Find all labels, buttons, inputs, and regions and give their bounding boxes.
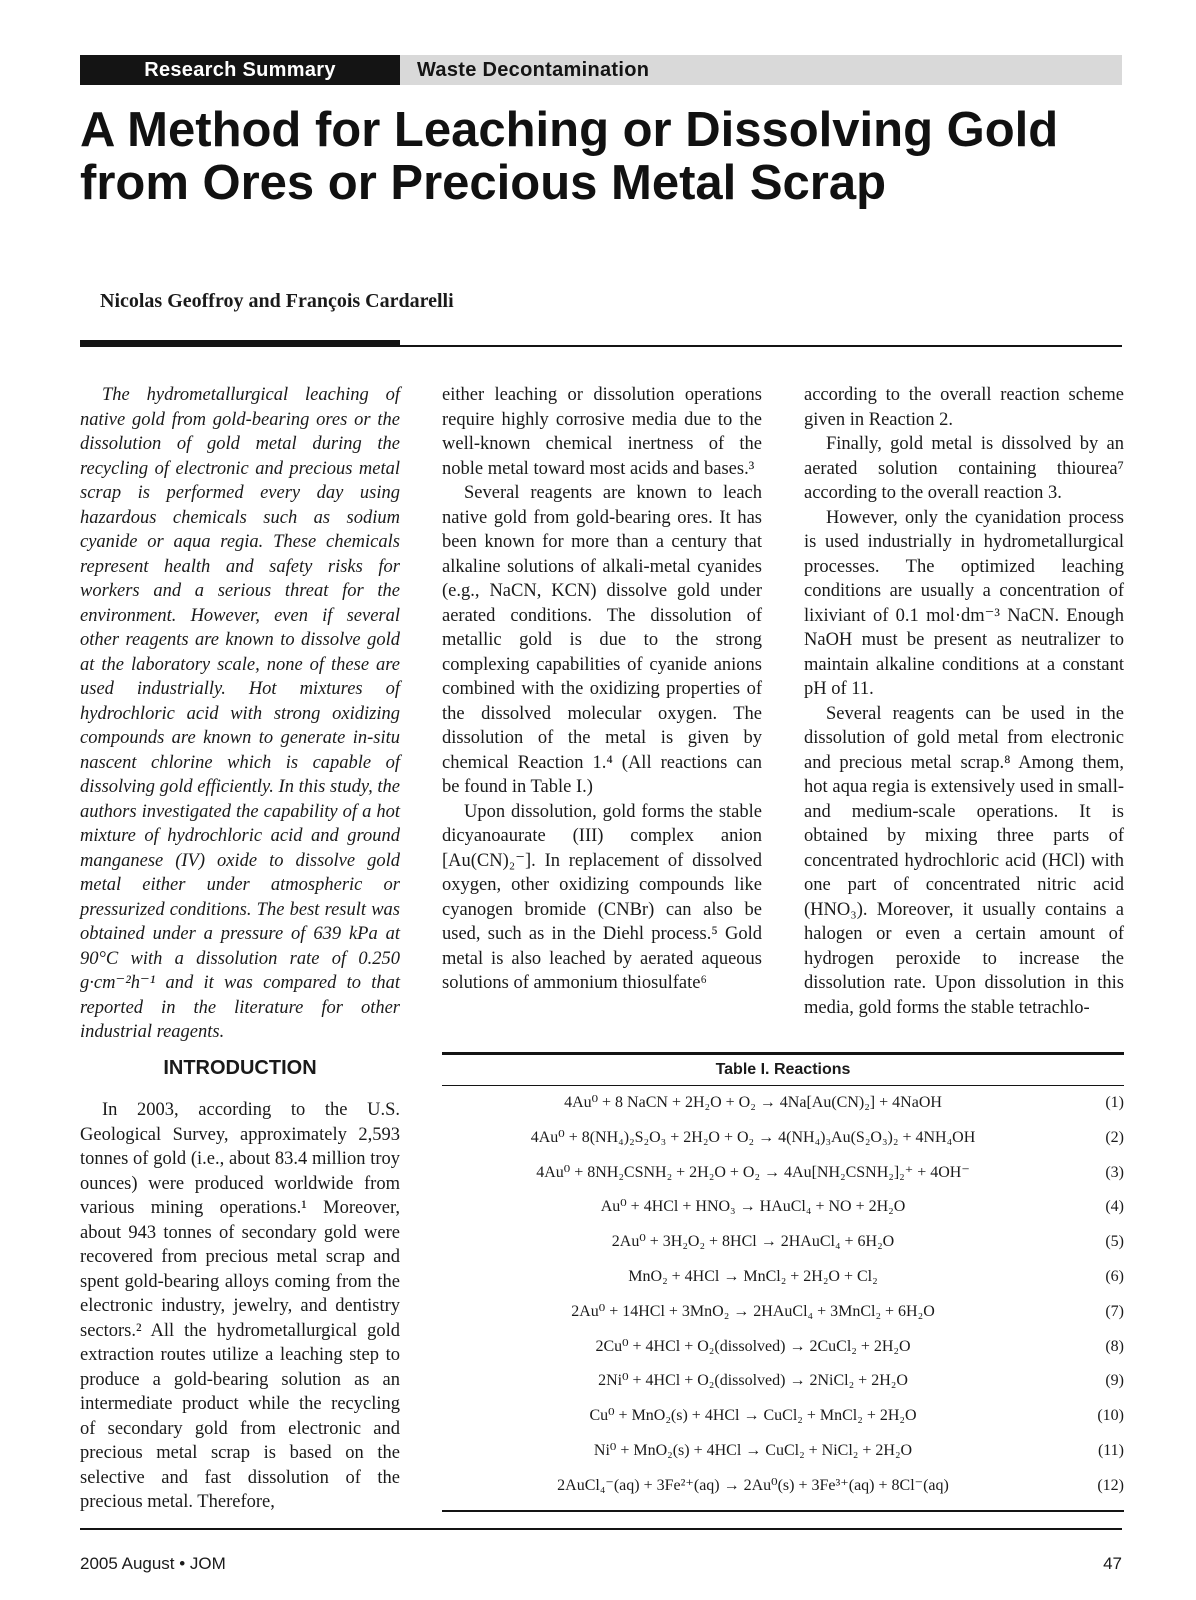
footer-rule [80, 1528, 1122, 1530]
reaction-equation: Cu⁰ + MnO₂(s) + 4HCl → CuCl₂ + MnCl₂ + 2H₂O [589, 1407, 917, 1425]
article-authors: Nicolas Geoffroy and François Cardarelli [100, 290, 454, 312]
reaction-number: (7) [1105, 1302, 1124, 1320]
paragraph: according to the overall reaction scheme given in Reaction 2. [804, 385, 1124, 430]
reaction-number: (11) [1097, 1441, 1124, 1459]
reaction-row [442, 1434, 1124, 1469]
introduction-heading: INTRODUCTION [163, 1057, 317, 1079]
reaction-row [442, 1330, 1124, 1365]
reaction-row [442, 1121, 1124, 1156]
section-label: Research Summary [80, 55, 400, 85]
page-number: 47 [1103, 1554, 1122, 1573]
reaction-row [442, 1469, 1124, 1504]
introduction-paragraph: In 2003, according to the U.S. Geological Survey, approximately 2,593 tonnes of gold (i.e., about 83.4 million troy ounces) were produced worldwide from various mining operations.¹ Moreover, about 943 tonnes of secondary gold were recovered from precious metal scrap and spent gold-bearing alloys coming from the electronic industry, jewelry, and dentistry sectors.² All the hydrometallurgical gold extraction routes utilize a leaching step to produce a gold-bearing solution as an intermediate product while the recycling of secondary gold from electronic and precious metal scrap is based on the selective and fast dissolution of the precious metal. Therefore, [80, 1100, 400, 1512]
reaction-equation: 4Au⁰ + 8NH₂CSNH₂ + 2H₂O + O₂ → 4Au[NH₂CSNH₂]₂⁺ + 4OH⁻ [536, 1163, 970, 1181]
column-3 [804, 383, 1124, 1020]
reactions-table [442, 1052, 1124, 1512]
introduction-body [80, 1098, 400, 1515]
reaction-number: (5) [1105, 1233, 1124, 1251]
paragraph: Several reagents can be used in the dissolution of gold metal from electronic and precious metal scrap.⁸ Among them, hot aqua regia is extensively used in small- and medium-scale operations. It is obtained by mixing three parts of concentrated hydrochloric acid (HCl) with one part of concentrated nitric acid (HNO₃). Moreover, it usually contains a halogen or even a certain amount of hydrogen peroxide to increase the dissolution rate. Upon dissolution in this media, gold forms the stable tetrachlo- [804, 703, 1124, 1018]
reaction-row [442, 1295, 1124, 1330]
reaction-equation: 2Ni⁰ + 4HCl + O₂(dissolved) → 2NiCl₂ + 2H₂O [598, 1372, 908, 1390]
paragraph: either leaching or dissolution operations require highly corrosive media due to the well-known chemical inertness of the noble metal toward most acids and bases.³ [442, 385, 762, 479]
paragraph: Finally, gold metal is dissolved by an aerated solution containing thiourea⁷ according to the overall reaction 3. [804, 434, 1124, 503]
column-2 [442, 383, 762, 996]
table-rule-bottom [442, 1510, 1124, 1512]
reaction-number: (4) [1105, 1198, 1124, 1216]
reaction-equation: 2Au⁰ + 14HCl + 3MnO₂ → 2HAuCl₄ + 3MnCl₂ + 6H₂O [571, 1302, 935, 1320]
title-rule-thin [400, 345, 1122, 347]
reaction-equation: Au⁰ + 4HCl + HNO₃ → HAuCl₄ + NO + 2H₂O [600, 1198, 906, 1216]
paragraph: However, only the cyanidation process is used industrially in hydrometallurgical processes. The optimized leaching conditions are usually a concentration of lixiviant of 0.1 mol·dm⁻³ NaCN. Enough NaOH must be present as neutralizer to maintain alkaline conditions at a constant pH of 11. [804, 507, 1124, 699]
reaction-number: (6) [1105, 1267, 1124, 1285]
reaction-row [442, 1260, 1124, 1295]
reaction-row [442, 1190, 1124, 1225]
abstract [80, 383, 400, 1045]
reaction-equation: 4Au⁰ + 8(NH₄)₂S₂O₃ + 2H₂O + O₂ → 4(NH₄)₃Au(S₂O₃)₂ + 4NH₄OH [530, 1128, 976, 1146]
reaction-row [442, 1225, 1124, 1260]
reaction-number: (8) [1105, 1337, 1124, 1355]
reaction-number: (12) [1097, 1476, 1124, 1494]
article-title: A Method for Leaching or Dissolving Gold from Ores or Precious Metal Scrap [80, 103, 1059, 210]
table-body [442, 1086, 1124, 1504]
reaction-number: (1) [1105, 1094, 1124, 1111]
topic-label: Waste Decontamination [400, 55, 1122, 85]
reaction-equation: Ni⁰ + MnO₂(s) + 4HCl → CuCl₂ + NiCl₂ + 2H₂O [593, 1441, 913, 1459]
reaction-number: (10) [1097, 1407, 1124, 1425]
reaction-row [442, 1399, 1124, 1434]
title-rule-thick [80, 340, 400, 347]
reaction-row [442, 1364, 1124, 1399]
reaction-number: (3) [1105, 1163, 1124, 1181]
abstract-text: The hydrometallurgical leaching of native gold from gold-bearing ores or the dissolution of gold metal during the recycling of electronic and precious metal scrap is performed every day using hazardous chemicals such as sodium cyanide or aqua regia. These chemicals represent health and safety risks for workers and a serious threat for the environment. However, even if several other reagents are known to dissolve gold at the laboratory scale, none of these are used industrially. Hot mixtures of hydrochloric acid with strong oxidizing compounds are known to generate in-situ nascent chlorine which is capable of dissolving gold efficiently. In this study, the authors investigated the capability of a hot mixture of hydrochloric acid and ground manganese (IV) oxide to dissolve gold metal either under atmospheric or pressurized conditions. The best result was obtained under a pressure of 639 kPa at 90°C with a dissolution rate of 0.250 g·cm⁻²h⁻¹ and it was compared to that reported in the literature for other industrial reagents. [80, 385, 400, 1042]
paragraph: Several reagents are known to leach native gold from gold-bearing ores. It has been known for more than a century that alkaline solutions of alkali-metal cyanides (e.g., NaCN, KCN) dissolve gold under aerated conditions. The dissolution of metallic gold is due to the strong complexing capabilities of cyanide anions combined with the oxidizing properties of the dissolved molecular oxygen. The dissolution of the metal is given by chemical Reaction 1.⁴ (All reactions can be found in Table I.) [442, 483, 762, 797]
reaction-number: (9) [1105, 1372, 1124, 1390]
reaction-row [442, 1156, 1124, 1191]
footer-journal: 2005 August • JOM [80, 1554, 226, 1573]
reaction-number: (2) [1105, 1128, 1124, 1146]
reaction-row [442, 1086, 1124, 1121]
paragraph: Upon dissolution, gold forms the stable dicyanoaurate (III) complex anion [Au(CN)₂⁻]. In replacement of dissolved oxygen, other oxidizing compounds like cyanogen bromide (CNBr) can also be used, such as in the Diehl process.⁵ Gold metal is also leached by aerated aqueous solutions of ammonium thiosulfate⁶ [442, 801, 762, 993]
reaction-equation: 2AuCl₄⁻(aq) + 3Fe²⁺(aq) → 2Au⁰(s) + 3Fe³⁺(aq) + 8Cl⁻(aq) [557, 1476, 949, 1494]
reaction-equation: 2Cu⁰ + 4HCl + O₂(dissolved) → 2CuCl₂ + 2H₂O [595, 1337, 911, 1355]
reaction-equation: 4Au⁰ + 8 NaCN + 2H₂O + O₂ → 4Na[Au(CN)₂] + 4NaOH [564, 1094, 942, 1111]
reaction-equation: 2Au⁰ + 3H₂O₂ + 8HCl → 2HAuCl₄ + 6H₂O [611, 1233, 895, 1251]
section-banner [80, 55, 1122, 85]
table-title: Table I. Reactions [715, 1061, 851, 1078]
reaction-equation: MnO₂ + 4HCl → MnCl₂ + 2H₂O + Cl₂ [628, 1267, 878, 1285]
